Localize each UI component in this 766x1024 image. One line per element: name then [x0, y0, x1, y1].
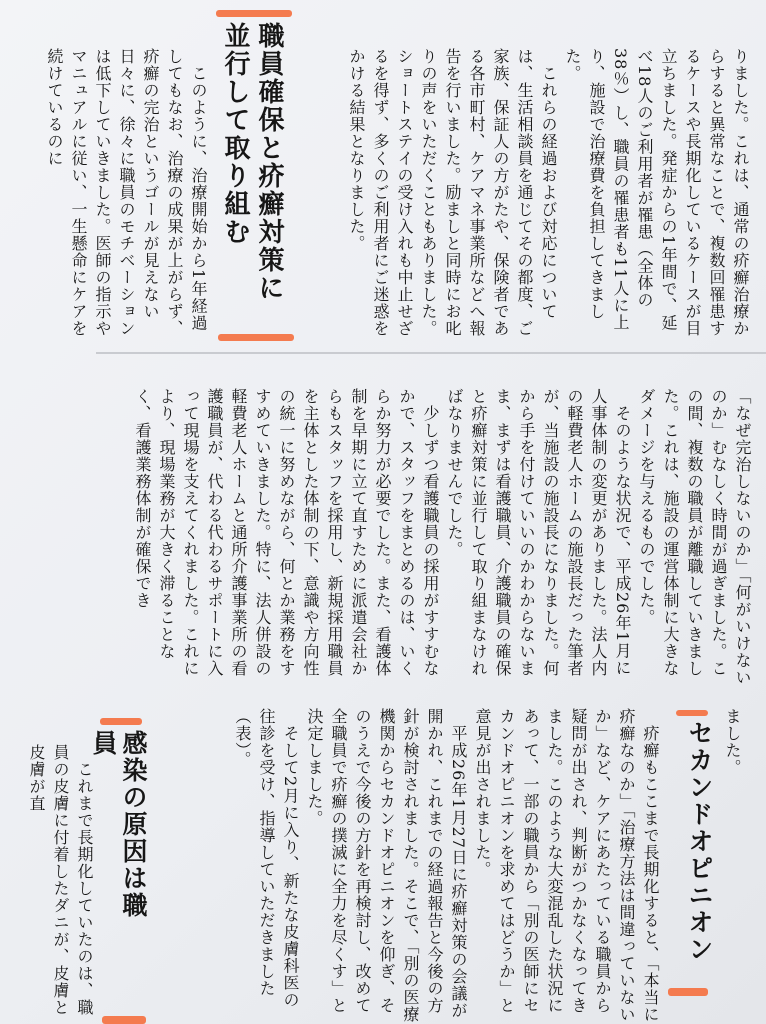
top-right-text-column — [347, 48, 752, 344]
second-opinion-text-column — [160, 708, 662, 1024]
paragraph: ました。 — [723, 708, 742, 776]
infection-text-column — [27, 744, 96, 1024]
top-left-text-column — [45, 48, 210, 344]
paragraph: これらの経過および対応については、生活相談員を通じてその都度、ご家族、保証人の方がたや、保険者である各市町村、ケアマネ事業所などへ報告を行いました。励ましと同時にお叱りの声をいただくこともありました。ショートステイの受け入れも中止せざるを得ず、多くのご利用者にご迷惑をかける結果となりました。 — [347, 48, 558, 337]
bottom-right-text-column — [42, 388, 754, 688]
heading-accent-bar — [668, 988, 708, 996]
paragraph: そして2月に入り、新たな皮膚科医の往診を受け、指導していただきました（表）。 — [233, 708, 300, 1009]
section-divider — [96, 352, 766, 354]
heading-accent-bar — [216, 10, 292, 17]
paragraph: 疥癬もここまで長期化すると、「本当に疥癬なのか」「治療方法は間違っていないか」など、ケアにあたっている職員から疑問が出され、判断がつかなくなってきました。このような大変混乱した状況にあって、一部の職員から「別の医師にセカンドオピニオンを求めてはどうか」と意見が出されました。 — [473, 708, 660, 1023]
bottom-mid-text-column — [718, 708, 744, 788]
paragraph: そのような状況で、平成26年1月に人事体制の変更がありました。法人内の軽費老人ホームの施設長だった筆者が、当施設の施設長になりました。何から手を付けていいのかわからないまま、まずは看護職員、介護職員の確保と疥癬対策に並行して取り組まなければなりませんでした。 — [445, 388, 632, 677]
paragraph: りました。これは、通常の疥癬治療からすると異常なことで、複数回罹患するケースや長期化しているケースが目立ちました。発症からの1年間で、延べ18人のご利用者が罹患（全体の38％）し、職員の罹患者も11人に上り、施設で治療費を負担してきました。 — [563, 48, 750, 337]
section-heading-second-opinion: セカンドオピニオン — [685, 720, 714, 963]
heading-accent-bar — [218, 334, 294, 341]
heading-accent-bar — [100, 718, 142, 725]
paragraph: これまで長期化していたのは、職員の皮膚に付着したダニが、皮膚と皮膚が直 — [27, 744, 94, 1016]
paragraph: 少しずつ看護職員の採用がすすむなかで、スタッフをまとめるのは、いくらか努力が必要でした。また、看護体制を早期に立て直すために派遣会社からもスタッフを採用し、新規採用職員を主体とした体制の下、意識や方向性の統一に努めながら、何とか業務をすすめていきました。特に、法人併設の軽費老人ホームと通所介護事業所の看護職員が、代わる代わるサポートに入って現場を支えてくれました。これにより、現場業務が大きく滞ることなく、看護業務体制が確保でき — [133, 388, 440, 677]
paragraph: 平成26年1月27日に疥癬対策の会議が開かれ、これまでの経過報告と今後の方針が検討されました。そこで、「別の医療機関からセカンドオピニオンを仰ぎ、そのうえで今後の方針を再検討し、改めて全職員で疥癬の撲滅に全力を尽くす」と決定しました。 — [305, 708, 468, 1023]
heading-accent-bar — [676, 710, 708, 716]
paragraph: このように、治療開始から1年経過してもなお、治療の成果が上がらず、疥癬の完治というゴールが見えない日々に、徐々に職員のモチベーションは低下していきました。医師の指示やマニュアルに従い、一生懸命にケアを続けているのに — [45, 48, 208, 337]
heading-accent-bar — [102, 1016, 146, 1024]
section-heading-infection: 感染の原因は職員 — [89, 730, 148, 919]
paragraph: 「なぜ完治しないのか」「何がいけないのか」むなしく時間が過ぎました。この間、複数の職員が離職していきました。これは、施設の運営体制に大きなダメージを与えるものでした。 — [637, 388, 752, 686]
section-heading-staff: 職員確保と疥癬対策に並行して取り組む — [220, 22, 284, 302]
